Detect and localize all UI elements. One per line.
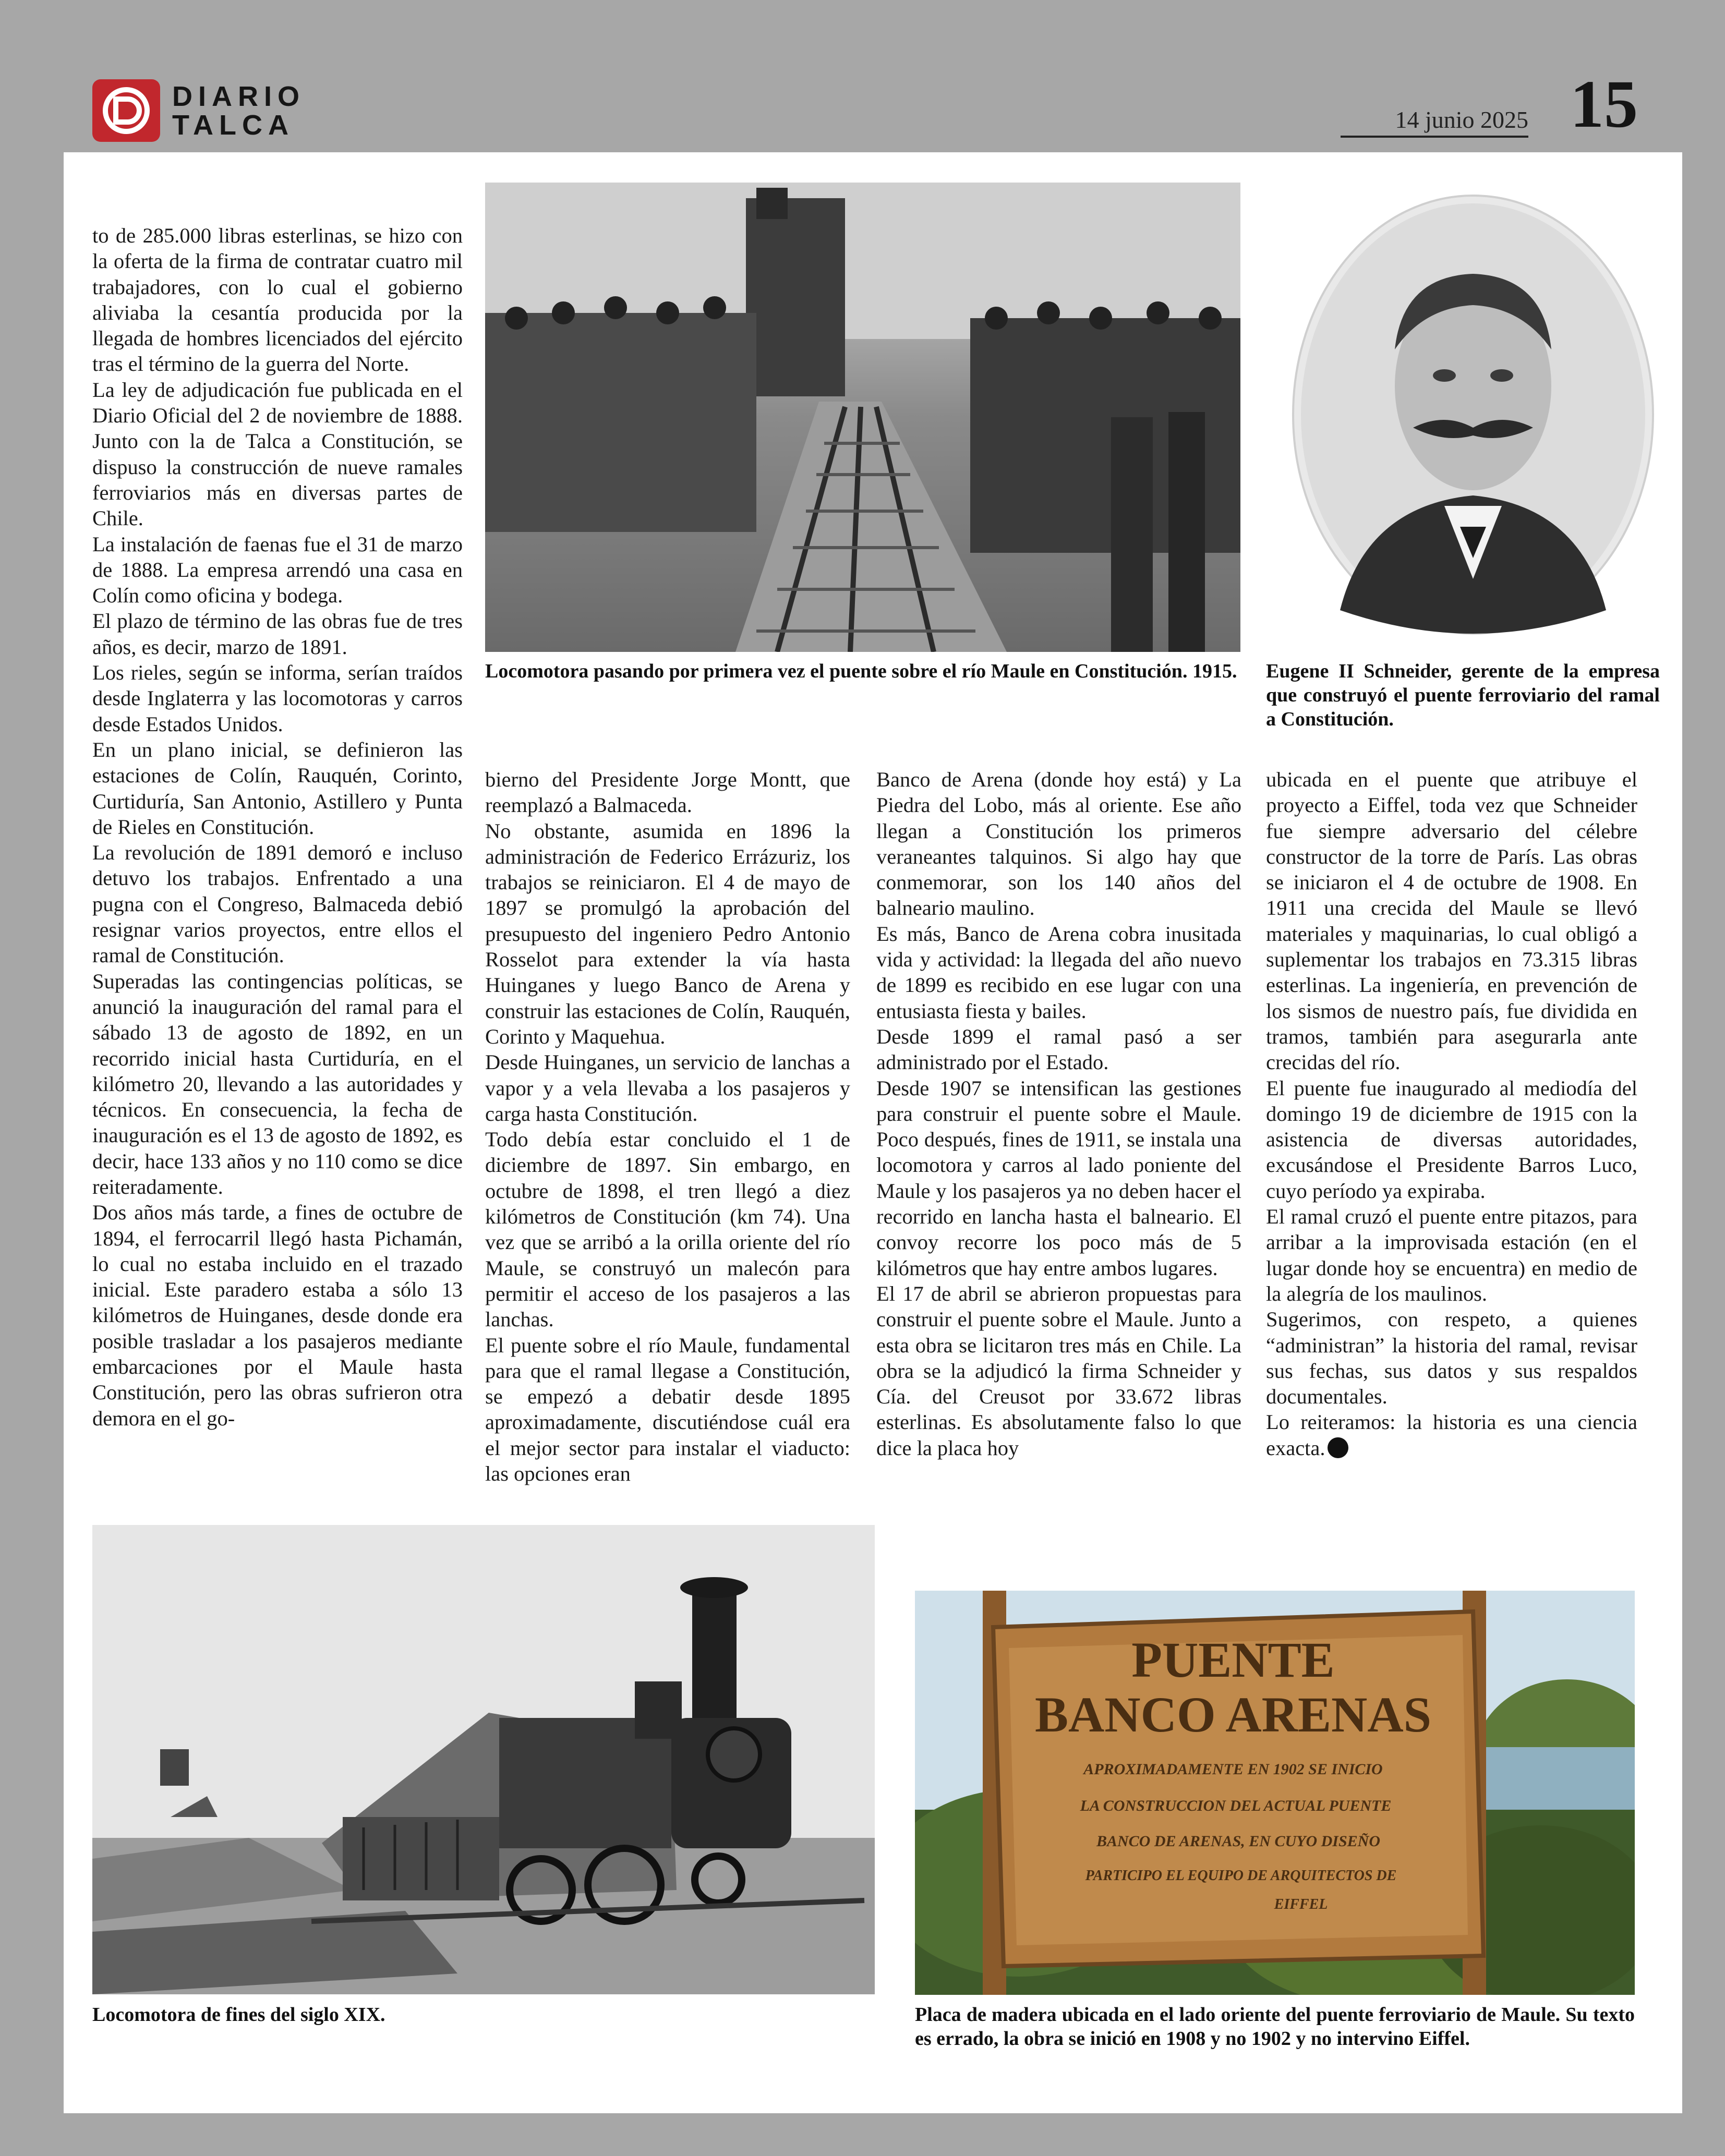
paragraph: No obstante, asumida en 1896 la administración de Federico Errázuriz, los trabajos se reiniciaron. El 4 de mayo de 1897 se promulgó la aprobación del presupuesto del ingeniero Pedro Antonio Rosselot para extender la vía hasta Huinganes y luego Banco de Arena y construir las estaciones de Colín, Rauquén, Corinto y Maquehua. bbox=[485, 819, 850, 1048]
paragraph: Desde Huinganes, un servicio de lanchas a vapor y a vela llevaba a los pasajeros y carga hasta Constitución. bbox=[485, 1050, 850, 1125]
plaque-photo bbox=[915, 1591, 1635, 1995]
paragraph: La ley de adjudicación fue publicada en el Diario Oficial del 2 de noviembre de 1888. Junto con la de Talca a Constitución, se dispuso la construcción de nueve ramales ferroviarios más en diversas partes de Chile. bbox=[92, 378, 463, 530]
closing-paragraph bbox=[1266, 1409, 1637, 1461]
paragraph: El ramal cruzó el puente entre pitazos, para arribar a la improvisada estación (en el lugar donde hoy se encuentra) en medio de la alegría de los maulinos. bbox=[1266, 1205, 1637, 1305]
locomotive-caption: Locomotora de fines del siglo XIX. bbox=[92, 2004, 385, 2026]
page-number: 15 bbox=[1570, 67, 1638, 142]
paragraph: Desde 1899 el ramal pasó a ser administrado por el Estado. bbox=[876, 1024, 1241, 1074]
article-column-3 bbox=[876, 767, 1241, 1461]
paragraph: bierno del Presidente Jorge Montt, que reemplazó a Balmaceda. bbox=[485, 768, 850, 817]
logo-icon bbox=[92, 79, 160, 142]
paragraph: Sugerimos, con respeto, a quienes “administran” la historia del ramal, revisar sus fechas, sus datos y sus respaldos documentales. bbox=[1266, 1307, 1637, 1409]
issue-date: 14 junio 2025 bbox=[1341, 106, 1528, 138]
bridge-photo-caption: Locomotora pasando por primera vez el puente sobre el río Maule en Constitución. 1915. bbox=[485, 660, 1237, 682]
paragraph: Dos años más tarde, a fines de octubre de 1894, el ferrocarril llegó hasta Pichamán, lo cual no estaba incluido en el trazado inicial. Este paradero estaba a sólo 13 kilómetros de Huinganes, desde donde era posible trasladar a los pasajeros mediante embarcaciones por el Maule hasta Constitución, pero las obras sufrieron otra demora en el go- bbox=[92, 1201, 463, 1430]
paragraph: Todo debía estar concluido el 1 de diciembre de 1897. Sin embargo, en octubre de 1898, el tren llegó a diez kilómetros de Constitución (km 74). Una vez que se arribó a la orilla oriente del río Maule, se construyó un malecón para permitir el acceso de los pasajeros a las lanchas. bbox=[485, 1128, 850, 1331]
paragraph: Los rieles, según se informa, serían traídos desde Inglaterra y las locomotoras y carros desde Estados Unidos. bbox=[92, 661, 463, 736]
logo-wordmark bbox=[172, 82, 329, 140]
portrait-caption: Eugene II Schneider, gerente de la empresa que construyó el puente ferroviario del ramal a Constitución. bbox=[1266, 660, 1660, 730]
plaque-title-line-2: BANCO ARENAS bbox=[1034, 1687, 1432, 1742]
bridge-locomotive-photo bbox=[485, 183, 1240, 652]
old-locomotive-photo bbox=[92, 1525, 875, 1994]
paragraph: El puente fue inaugurado al mediodía del domingo 19 de diciembre de 1915 con la asistencia de diversas autoridades, excusándose el Presidente Barros Luco, cuyo período ya expiraba. bbox=[1266, 1076, 1637, 1203]
end-of-article-icon bbox=[1328, 1437, 1348, 1458]
plaque-caption: Placa de madera ubicada en el lado oriente del puente ferroviario de Maule. Su texto es errado, la obra se inició en 1908 y no 1902 y no intervino Eiffel. bbox=[915, 2004, 1635, 2050]
closing-text: Lo reiteramos: la historia es una ciencia exacta. bbox=[1266, 1410, 1637, 1460]
paragraph: ubicada en el puente que atribuye el proyecto a Eiffel, toda vez que Schneider fue siempre adversario del célebre constructor de la torre de París. Las obras se iniciaron el 4 de octubre de 1908. En 1911 una crecida del Maule se llevó materiales y maquinarias, lo cual obligó a suplementar los trabajos en 73.315 libras esterlinas. La ingeniería, en prevención de los sismos de nuestro país, fue dividida en tramos, también para asegurarla ante crecidas del río. bbox=[1266, 768, 1637, 1074]
article-column-2 bbox=[485, 767, 850, 1486]
plaque-text-line-4: PARTICIPO EL EQUIPO DE ARQUITECTOS DE bbox=[1085, 1868, 1397, 1884]
paragraph: El puente sobre el río Maule, fundamental para que el ramal llegase a Constitución, se empezó a debatir desde 1895 aproximadamente, discutiéndose cuál era el mejor sector para instalar el viaducto: las opciones eran bbox=[485, 1333, 850, 1486]
plaque-text-line-5: EIFFEL bbox=[1274, 1896, 1328, 1912]
paragraph: Es más, Banco de Arena cobra inusitada vida y actividad: la llegada del año nuevo de 1899 es recibido en ese lugar con una entusiasta fiesta y bailes. bbox=[876, 922, 1241, 1023]
paragraph: La instalación de faenas fue el 31 de marzo de 1888. La empresa arrendó una casa en Colín como oficina y bodega. bbox=[92, 532, 463, 608]
paragraph: Desde 1907 se intensifican las gestiones para construir el puente sobre el Maule. Poco después, fines de 1911, se instala una locomotora y carros al lado poniente del Maule y los pasajeros ya no deben hacer el recorrido en lancha hasta el balneario. El convoy recorre los poco más de 5 kilómetros que hay entre ambos lugares. bbox=[876, 1076, 1241, 1280]
paragraph: Banco de Arena (donde hoy está) y La Piedra del Lobo, más al oriente. Ese año llegan a Constitución los primeros veraneantes talquinos. Si algo hay que conmemorar, son los 140 años del balneario maulino. bbox=[876, 768, 1241, 920]
content-panel bbox=[64, 152, 1682, 2113]
logo-line-talca: TALCA bbox=[172, 110, 294, 141]
schneider-portrait bbox=[1277, 183, 1669, 652]
article-column-4 bbox=[1266, 767, 1637, 1461]
plaque-title-line-1: PUENTE bbox=[1131, 1632, 1335, 1688]
paragraph: El plazo de término de las obras fue de tres años, es decir, marzo de 1891. bbox=[92, 609, 463, 659]
plaque-text-line-3: BANCO DE ARENAS, EN CUYO DISEÑO bbox=[1096, 1833, 1381, 1850]
plaque-text-line-1: APROXIMADAMENTE EN 1902 SE INICIO bbox=[1083, 1761, 1383, 1778]
paragraph: En un plano inicial, se definieron las estaciones de Colín, Rauquén, Corinto, Curtiduría, San Antonio, Astillero y Punta de Rieles en Constitución. bbox=[92, 737, 463, 839]
paragraph: to de 285.000 libras esterlinas, se hizo con la oferta de la firma de contratar cuatro mil trabajadores, con lo cual el gobierno aliviaba la cesantía producida por la llegada de hombres licenciados del ejército tras el término de la guerra del Norte. bbox=[92, 224, 463, 376]
article-column-1 bbox=[92, 223, 463, 1431]
paragraph: La revolución de 1891 demoró e incluso detuvo los trabajos. Enfrentado a una pugna con el Congreso, Balmaceda debió resignar varios proyectos, entre ellos el ramal de Constitución. bbox=[92, 841, 463, 967]
paragraph: El 17 de abril se abrieron propuestas para construir el puente sobre el Maule. Junto a esta obra se licitaron tres más en Chile. La obra se la adjudicó la firma Schneider y Cía. del Creusot por 33.672 libras esterlinas. Es absolutamente falso lo que dice la placa hoy bbox=[876, 1281, 1241, 1460]
plaque-text-line-2: LA CONSTRUCCION DEL ACTUAL PUENTE bbox=[1080, 1797, 1392, 1814]
paragraph: Superadas las contingencias políticas, se anunció la inauguración del ramal para el sábado 13 de agosto de 1892, en un recorrido inicial hasta Curtiduría, en el kilómetro 20, llevando a las autoridades y técnicos. En consecuencia, la fecha de inauguración es el 13 de agosto de 1892, es decir, hace 133 años y no 110 como se dice reiteradamente. bbox=[92, 969, 463, 1198]
logo-line-diario: DIARIO bbox=[172, 81, 305, 112]
